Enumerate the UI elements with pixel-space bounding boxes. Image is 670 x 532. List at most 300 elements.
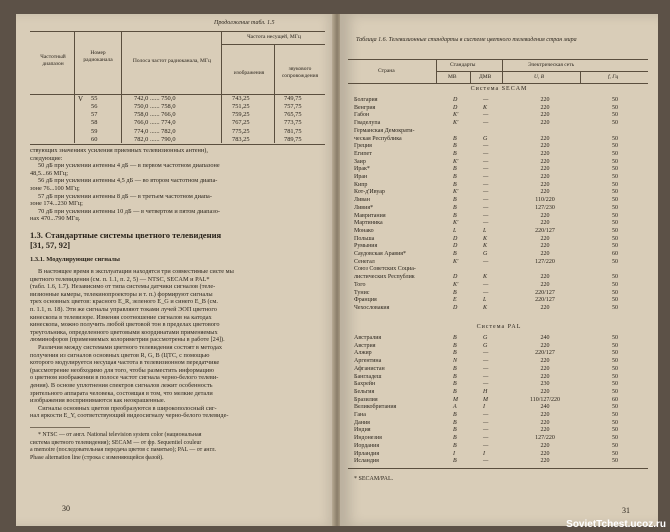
v-cell: 220 [540,243,550,250]
header-band: Полоса частот радиоканала, МГц [132,58,212,64]
v-cell: 220 [540,212,550,219]
page-number-left: 30 [62,504,70,513]
table-row [340,266,658,274]
text-line: люминофоров (применяемых колориметрии рассмотрены в работе [24]). [30,336,225,344]
v-cell: 220 [540,166,550,173]
channel-cell: 55 [91,95,98,102]
dmv-cell: K [483,304,488,311]
country-cell: Австрия [354,342,376,349]
country-cell: Франция [354,297,377,304]
mv-cell: B [453,373,457,380]
table-row [340,159,658,167]
table-col-divider [274,44,275,143]
f-cell: 50 [612,97,618,103]
v-cell: 220 [540,181,550,188]
channel-column [91,95,97,144]
country-cell: Алжир [354,350,372,357]
v-cell: 220 [540,427,550,434]
dmv-cell: — [483,120,489,127]
text-line: 50 дБ при усилении антенны 4 дБ — в первом частотном диапазоне [38,162,220,170]
table-row [340,374,658,382]
table-row [340,128,658,136]
video-cell: 775,25 [232,127,250,135]
section-title-line: 1.3. Стандартные системы цветного телевидения [30,230,222,240]
footnote-rule [30,427,90,428]
table-row [340,259,658,267]
f-cell: 50 [612,104,618,111]
text-line: визионные камеры, телекинопроекторы и т. п.) формируют сигналы [30,290,213,298]
v-cell: 220 [540,450,550,457]
mv-cell: N [453,358,458,365]
table-row [340,343,658,351]
country-cell: Бразилия [354,396,378,403]
v-cell: 220/127 [535,297,555,304]
header-frequency: f, Гц [608,74,619,80]
v-cell: 127/220 [535,435,555,442]
mv-cell: I [453,450,455,457]
table-row [340,97,658,105]
mv-cell: B [453,289,457,296]
table-row [340,290,658,298]
dmv-cell: H [483,388,488,395]
text-line: 70 дБ при усилении антенны 10 дБ — в четвертом и пятом диапазо- [38,207,220,215]
body-text [30,268,234,420]
v-cell: 220/127 [535,350,555,357]
dmv-cell: — [483,365,489,372]
text-line: зрительного аппарата человека, состоящая в том, что мелкие детали [30,389,213,397]
dmv-cell: — [483,458,489,465]
text-line: В настоящее время в эксплуатации находятся три совместимые систе мы [38,268,234,275]
band-cell: 774,0 ...... 782,0 [134,127,176,135]
mv-cell: B [453,251,457,257]
mv-cell: B [453,388,457,395]
table-row [340,213,658,221]
f-cell: 60 [612,251,618,257]
country-cell: Гваделупа [354,120,381,127]
audio-cell: 749,75 [284,95,302,102]
text-line: цветного телевидения (см. п. 1.1, п. 2, 5) — NTSC, SECAM и PAL* [30,275,210,283]
country-cell: Исландия [354,458,379,465]
f-cell: 60 [612,396,618,403]
table-row [340,251,658,259]
text-line: следующие: [30,154,63,162]
f-cell: 50 [612,342,618,349]
country-cell: Габон [354,112,370,119]
left-page [16,14,336,526]
f-cell: 50 [612,274,618,281]
v-cell: 220 [540,135,550,142]
v-cell: 220 [540,358,550,365]
f-cell: 50 [612,235,618,242]
mv-cell: K' [453,281,459,288]
channel-cell: 56 [91,103,98,111]
table-row [340,105,658,113]
v-cell: 220 [540,342,550,349]
dmv-cell: — [483,158,489,165]
mv-cell: D [453,235,458,242]
section-title [30,230,221,250]
table-row [340,335,658,343]
dmv-cell: — [483,381,489,388]
audio-cell: 773,75 [284,119,302,127]
country-cell: Аргентина [354,358,382,365]
table-row [340,120,658,128]
country-cell: Бахрейн [354,381,376,388]
v-cell: 127/230 [535,204,555,211]
dmv-cell: — [483,143,489,150]
dmv-cell: — [483,289,489,296]
dmv-cell: — [483,189,489,196]
text-line: треугольника, определенного цветовыми координатами применяемых [30,328,218,336]
table-sub-rule [436,71,648,72]
mv-cell: K' [453,189,459,196]
f-cell: 50 [612,304,618,311]
dmv-cell: G [483,335,488,341]
country-cell: Австралия [354,335,382,341]
footnote-line: a memoire (последовательная передача цветов с памятью); PAL — от англ. [30,447,216,454]
country-cell: Бангладеш [354,373,382,380]
watermark: SovietTchest.ucoz.ru [566,519,666,530]
channel-cell: 60 [91,135,98,143]
f-cell: 50 [612,381,618,388]
page-number-right: 31 [622,506,630,515]
text-line: кинескопа, можно получить любой цветовой тон в пределах цветового [30,321,220,329]
footnote-right: * SECAM/PAL. [354,476,394,482]
dmv-cell: — [483,220,489,227]
mv-cell: B [453,181,457,188]
header-audio: звукового сопровождения [281,66,319,79]
f-cell: 50 [612,204,618,211]
table-row [340,389,658,397]
table-col-divider [74,31,75,143]
band-cell: 766,0 ...... 774,0 [134,119,176,127]
f-cell: 50 [612,442,618,449]
header-country: Страна [378,68,395,74]
text-line: 56 дБ при усилении антенны 4,5 дБ — во втором частотном диапа- [38,177,218,185]
table-row [340,435,658,443]
text-line: нал яркости E_Y, соответствующий видеосигналу черно-белого телевиде- [30,412,229,420]
mv-cell: K' [453,120,459,127]
channel-cell: 57 [91,111,98,119]
f-cell: 50 [612,373,618,380]
band-cell: 750,0 ...... 758,0 [134,103,176,111]
video-cell: 751,25 [232,103,250,111]
mv-cell: E [453,297,457,304]
v-cell: 220 [540,365,550,372]
table-row [340,350,658,358]
country-cell: Мавритания [354,212,386,219]
mv-cell: B [453,166,457,173]
table-row [340,404,658,412]
band-cell: 782,0 ...... 790,0 [134,135,176,143]
v-cell: 220 [540,373,550,380]
mv-cell: B [453,135,457,142]
f-cell: 50 [612,358,618,365]
dmv-cell: L [483,297,487,304]
country-cell: Союз Советских Социа- [354,266,416,273]
table-top-rule [348,59,648,60]
mv-cell: B [453,335,457,341]
table-bottom-rule [30,144,325,145]
mv-cell: B [453,458,457,465]
dmv-cell: — [483,419,489,426]
v-cell: 110/127/220 [529,396,561,403]
table-caption-right: Таблица 1.6. Телевизионные стандарты в системе цветного телевидения стран мира [356,37,577,43]
v-cell: 220 [540,251,550,257]
f-cell: 50 [612,212,618,219]
mv-cell: M [453,396,458,403]
dmv-cell: — [483,212,489,219]
text-line: (рассмотрение необходимо для того, чтобы разместить информацию [30,366,214,374]
text-line: которого модулируется несущая частота в телевизионном передатчике [30,359,220,367]
mv-cell: B [453,365,457,372]
text-line: Сигналы основных цветов преобразуются в широкополосный сиг- [38,404,217,412]
country-cell: листических Республик [354,274,415,281]
country-cell: Великобритания [354,404,397,411]
f-cell: 50 [612,335,618,341]
dmv-cell: — [483,204,489,211]
table-bottom-rule [348,468,648,469]
table-header-rule [348,83,648,84]
header-standards: Стандарты [450,62,476,68]
table-row [340,243,658,251]
channel-cell: 59 [91,127,98,135]
text-line: Различия между системами цветного телевидения состоят в методах [38,343,223,351]
mv-cell: D [453,97,458,103]
mv-cell: B [453,342,457,349]
video-carrier-column [232,95,250,144]
v-cell: 220 [540,412,550,418]
dmv-cell: — [483,442,489,449]
mv-cell: B [453,174,457,180]
v-cell: 220 [540,442,550,449]
country-cell: Сенегал [354,258,375,265]
v-cell: 220 [540,419,550,426]
country-cell: Ирак* [354,166,370,173]
v-cell: 220 [540,120,550,127]
header-dmv: ДМВ [479,74,492,80]
table-row [340,174,658,182]
country-cell: Ливия* [354,204,374,211]
v-cell: 220 [540,304,550,311]
paragraph-intro [30,147,220,223]
mv-cell: D [453,243,458,250]
table-row [340,274,658,282]
video-cell: 767,25 [232,119,250,127]
audio-cell: 781,75 [284,127,302,135]
table-row [340,143,658,151]
band-cell: 742,0 ...... 750,0 [134,95,176,102]
country-cell: Того [354,281,366,288]
mv-cell: B [453,350,457,357]
dmv-cell: — [483,435,489,442]
f-cell: 50 [612,297,618,304]
country-cell: Кот-д'Ивуар [354,189,385,196]
mv-cell: B [453,204,457,211]
f-cell: 50 [612,135,618,142]
text-line: дения). В основе уплотнения спектров сигналов лежит особенность [30,381,213,389]
dmv-cell: K [483,104,488,111]
table-row [340,358,658,366]
audio-carrier-column [284,95,302,144]
f-cell: 50 [612,143,618,150]
text-line: п. 1.1, п. 18). Эти же сигналы управляют токами лучей ЭОП цветного [30,305,217,313]
text-line: о цветном изображении в полосе частот сигнала черно-белого телеви- [30,374,219,382]
mv-cell: B [453,419,457,426]
dmv-cell: — [483,174,489,180]
mv-cell: B [453,197,457,204]
table-col-divider [470,71,471,83]
f-cell: 50 [612,258,618,265]
table-row [340,182,658,190]
right-page [340,14,658,526]
f-cell: 50 [612,227,618,234]
video-cell: 783,25 [232,135,250,143]
channel-cell: 58 [91,119,98,127]
table-row [340,151,658,159]
v-cell: 220 [540,143,550,150]
v-cell: 220 [540,388,550,395]
dmv-cell: — [483,97,489,103]
country-cell: Ирландия [354,450,380,457]
footnote-line: Phase alternation line (строка с изменяющейся фазой). [30,454,164,461]
f-cell: 50 [612,150,618,157]
v-cell: 220 [540,97,550,103]
country-cell: Кипр [354,181,368,188]
country-cell: Иордания [354,442,380,449]
mv-cell: B [453,150,457,157]
header-frequency-range: Частотный диапазон [40,54,66,67]
table-row [340,166,658,174]
dmv-cell: — [483,112,489,119]
header-voltage: U, В [534,74,545,80]
mv-cell: L [453,227,457,234]
table-col-divider [580,71,581,83]
f-cell: 50 [612,365,618,372]
country-cell: Гана [354,412,366,418]
v-cell: 220 [540,458,550,465]
country-cell: Заир [354,158,366,165]
v-cell: 230 [540,381,550,388]
country-cell: Венгрия [354,104,376,111]
mv-cell: B [453,381,457,388]
v-cell: 220/127 [535,289,555,296]
f-cell: 50 [612,120,618,127]
dmv-cell: I [483,450,485,457]
band-cell: 758,0 ...... 766,0 [134,111,176,119]
country-cell: Монако [354,227,374,234]
mv-cell: K' [453,220,459,227]
text-line: получения из сигналов основных цветов R, G, B (ЦТС, с помощью [30,351,210,359]
country-cell: Индонезия [354,435,382,442]
country-cell: Польша [354,235,375,242]
footnote-line: система цветного телевидения); SECAM — от фр. Sequentiel couleur [30,439,202,446]
table-row [340,381,658,389]
dmv-cell: — [483,181,489,188]
f-cell: 50 [612,412,618,418]
mv-cell: B [453,212,457,219]
f-cell: 50 [612,220,618,227]
dmv-cell: G [483,135,488,142]
table-row [340,420,658,428]
v-cell: 240 [540,404,550,411]
mv-cell: K' [453,158,459,165]
text-line: (табл. 1.6, 1.7). Независимо от типа системы датчики сигналов (теле- [30,283,216,291]
country-cell: Индия [354,427,371,434]
f-cell: 50 [612,166,618,173]
v-cell: 220 [540,189,550,196]
country-cell: Афганистан [354,365,385,372]
audio-cell: 757,75 [284,103,302,111]
text-line: нах 470...790 МГц. [30,215,81,223]
dmv-cell: — [483,281,489,288]
dmv-cell: — [483,150,489,157]
v-cell: 110/220 [535,197,555,204]
v-cell: 220 [540,158,550,165]
header-power: Электрическая сеть [528,62,575,68]
f-cell: 50 [612,427,618,434]
mv-cell: D [453,274,458,281]
v-cell: 220 [540,112,550,119]
text-line: изображения воспринимаются как неокрашенные. [30,397,166,405]
header-mv: МВ [448,74,457,80]
table-col-divider [502,59,503,83]
country-cell: Румыния [354,243,378,250]
country-cell: Германская Демократи- [354,127,415,134]
dmv-cell: — [483,258,489,265]
table-row [340,305,658,313]
table-row [340,189,658,197]
country-cell: Чехословакия [354,304,390,311]
mv-cell: K' [453,112,459,119]
v-cell: 220 [540,104,550,111]
v-cell: 240 [540,335,550,341]
v-cell: 220/127 [535,227,555,234]
table-col-divider [221,31,222,143]
table-row [340,112,658,120]
f-cell: 50 [612,112,618,119]
v-cell: 220 [540,220,550,227]
f-cell: 50 [612,189,618,196]
pal-section-title: Система PAL [476,324,522,330]
table-row [340,136,658,144]
audio-cell: 765,75 [284,111,302,119]
text-line: ствующих значениях усиления приемных телевизионных антенн), [30,147,208,154]
country-cell: Греция [354,143,372,150]
header-video: изображения [233,70,265,76]
footnote-left [30,432,216,462]
country-cell: Болгария [354,97,378,103]
v-cell: 220 [540,150,550,157]
table-row [340,236,658,244]
dmv-cell: — [483,197,489,204]
f-cell: 50 [612,197,618,204]
text-line: трех основных цветов: красного E_R, зеленого E_G и синего E_B (см. [30,298,218,306]
country-cell: ческая Республика [354,135,402,142]
v-cell: 220 [540,281,550,288]
dmv-cell: K [483,274,488,281]
f-cell: 50 [612,350,618,357]
text-line: кинескопа в телевизоре. Изменяя соотношение сигналов на катодах [30,313,212,321]
f-cell: 50 [612,289,618,296]
v-cell: 127/220 [535,258,555,265]
audio-cell: 789,75 [284,135,302,143]
table-row [340,451,658,459]
header-carrier: Частота несущей, МГц [247,34,301,40]
country-cell: Мартиника [354,220,383,227]
f-cell: 50 [612,181,618,188]
dmv-cell: G [483,342,488,349]
